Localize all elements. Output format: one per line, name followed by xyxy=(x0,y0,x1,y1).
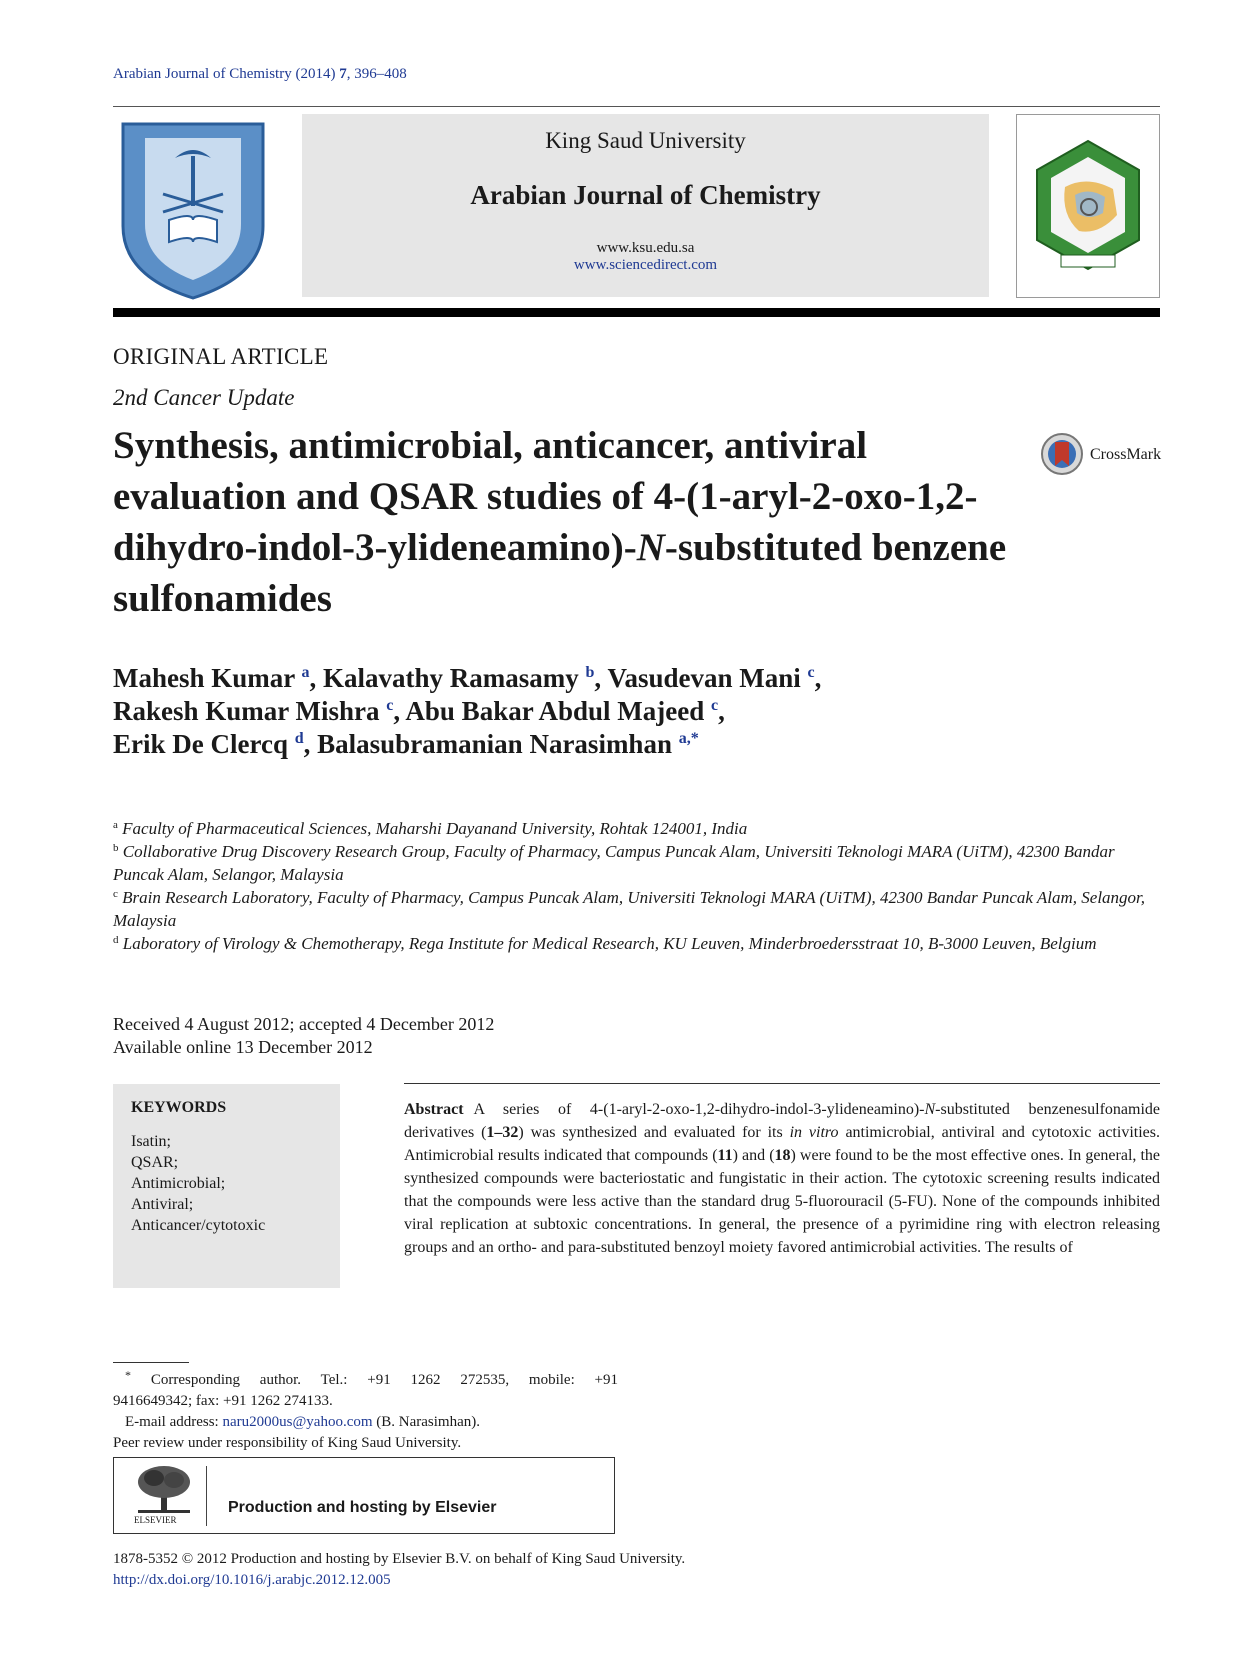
copyright-line: 1878-5352 © 2012 Production and hosting by Elsevier B.V. on behalf of King Saud University. xyxy=(113,1551,686,1567)
affiliation-list xyxy=(113,817,1163,955)
affiliation: $^d$ Laboratory of Virology & Chemotherapy, Rega Institute for Medical Research, KU Leuven, Minderbroedersstraat 10, B-3000 Leuven, Belgium xyxy=(113,934,1097,953)
affiliation: $^a$ Faculty of Pharmaceutical Sciences, Maharshi Dayanand University, Rohtak 124001, India xyxy=(113,819,748,838)
keywords-list xyxy=(131,1131,265,1236)
email-link[interactable]: naru2000us@yahoo.com xyxy=(222,1414,373,1430)
journal-banner xyxy=(302,114,989,297)
footnotes xyxy=(113,1370,618,1454)
affiliation-mark[interactable]: a xyxy=(301,664,310,681)
elsevier-logo-name: ELSEVIER xyxy=(134,1515,177,1525)
author: Kalavathy Ramasamy $^b$ xyxy=(323,663,595,693)
abstract-text: Abstract A series of 4-(1-aryl-2-oxo-1,2-dihydro-indol-3-ylideneamino)-N-substituted benzenesulfonamide derivatives (1–32) was synthesized and evaluated for its in vitro antimicrobial, antiviral and cytotoxic activities. Antimicrobial results indicated that compounds (11) and (18) were found to be the most effective ones. In general, the synthesized compounds were bacteriostatic and fungistatic in their action. The cytotoxic screening results indicated that the compounds were less active than the standard drug 5-fluorouracil (5-FU). None of the compounds inhibited viral replication at subtoxic concentrations. In general, the presence of a pyrimidine ring with electron releasing groups and an ortho- and para-substituted benzoyl moiety favored antimicrobial activities. The results of xyxy=(404,1101,1161,1256)
crossmark-label: CrossMark xyxy=(1090,446,1162,463)
author: Vasudevan Mani $^c$ xyxy=(607,663,815,693)
crossmark-icon xyxy=(1040,432,1084,476)
journal-name: Arabian Journal of Chemistry xyxy=(470,180,821,210)
author: Rakesh Kumar Mishra $^c$ xyxy=(113,696,394,726)
elsevier-divider xyxy=(206,1466,207,1526)
email-line: E-mail address: naru2000us@yahoo.com (B. Narasimhan). xyxy=(125,1414,480,1430)
corresponding-author-line-2: 9416649342; fax: +91 1262 274133. xyxy=(113,1393,333,1409)
footnote-rule xyxy=(113,1362,189,1363)
university-name: King Saud University xyxy=(545,128,746,153)
abstract-rule xyxy=(404,1083,1160,1084)
peer-review-note: Peer review under responsibility of King Saud University. xyxy=(113,1435,462,1451)
website-ksu: www.ksu.edu.sa xyxy=(596,240,695,256)
article-series: 2nd Cancer Update xyxy=(113,385,295,410)
affiliation-mark[interactable]: a,* xyxy=(678,730,699,747)
elsevier-tree-icon xyxy=(134,1464,194,1514)
journal-volume: 7 xyxy=(339,66,347,82)
website-sciencedirect[interactable]: www.sciencedirect.com xyxy=(573,257,718,273)
corresponding-author-line-1: * Corresponding author. Tel.: +91 1262 272535, mobile: +91 xyxy=(125,1368,619,1388)
affiliation-mark[interactable]: c xyxy=(386,697,394,714)
journal-citation xyxy=(113,66,407,83)
affiliation: $^c$ Brain Research Laboratory, Faculty of Pharmacy, Campus Puncak Alam, Universiti Teknologi MARA (UiTM), 42300 Bandar Puncak Alam, Selangor, Malaysia xyxy=(113,888,1146,930)
keyword-item: Antimicrobial; xyxy=(131,1175,226,1192)
author: Erik De Clercq $^d$ xyxy=(113,729,304,759)
saudi-chemical-society-logo xyxy=(1016,114,1160,298)
keywords-heading: KEYWORDS xyxy=(131,1099,227,1116)
elsevier-box xyxy=(113,1457,615,1534)
abstract-heading: Abstract xyxy=(404,1101,464,1118)
keyword-item: Antiviral; xyxy=(131,1196,194,1213)
affiliation-mark[interactable]: c xyxy=(710,697,719,714)
article-type: ORIGINAL ARTICLE xyxy=(113,344,329,369)
received-date: Received 4 August 2012; accepted 4 December 2012 xyxy=(113,1014,495,1034)
top-rule xyxy=(113,106,1160,107)
author: Mahesh Kumar $^a$ xyxy=(113,663,310,693)
online-date: Available online 13 December 2012 xyxy=(113,1037,373,1057)
title-part-1: Synthesis, antimicrobial, anticancer, antiviral evaluation and QSAR studies of 4-(1-aryl-2-oxo-1,2-dihydro-indol-3-ylideneamino)- xyxy=(113,424,978,569)
journal-ref-prefix: Arabian Journal of Chemistry (2014) xyxy=(113,66,340,82)
header-thick-rule xyxy=(113,308,1160,317)
copyright-block xyxy=(113,1549,1013,1591)
affiliation-mark[interactable]: b xyxy=(585,664,595,681)
title-italic-n: N xyxy=(636,526,665,569)
keywords-box xyxy=(113,1084,340,1288)
author-list: Mahesh Kumar $^a$, Kalavathy Ramasamy $^b$, Vasudevan Mani $^c$, Rakesh Kumar Mishra $^c$, Abu Bakar Abdul Majeed $^c$, Erik De Clercq $^d$, Balasubramanian Narasimhan $^{a,*}$ xyxy=(113,663,822,759)
title-part-2: -substituted benzene sulfonamides xyxy=(113,526,1007,620)
keyword-item: Isatin; xyxy=(131,1133,171,1150)
affiliation-mark[interactable]: c xyxy=(807,664,815,681)
keyword-item: Anticancer/cytotoxic xyxy=(131,1217,266,1234)
author: Abu Bakar Abdul Majeed $^c$ xyxy=(405,696,719,726)
crossmark-badge[interactable] xyxy=(1040,432,1170,480)
article-dates xyxy=(113,1013,494,1059)
affiliation-mark[interactable]: d xyxy=(294,730,304,747)
journal-pages: , 396–408 xyxy=(346,66,407,82)
king-saud-university-logo xyxy=(113,116,273,302)
article-title xyxy=(113,420,1033,624)
doi-link[interactable]: http://dx.doi.org/10.1016/j.arabjc.2012.12.005 xyxy=(113,1572,391,1588)
elsevier-production-text: Production and hosting by Elsevier xyxy=(228,1499,497,1516)
keyword-item: QSAR; xyxy=(131,1154,179,1171)
affiliation: $^b$ Collaborative Drug Discovery Research Group, Faculty of Pharmacy, Campus Puncak Alam, Universiti Teknologi MARA (UiTM), 42300 Bandar Puncak Alam, Selangor, Malaysia xyxy=(113,842,1115,884)
author: Balasubramanian Narasimhan $^{a,*}$ xyxy=(317,729,699,759)
